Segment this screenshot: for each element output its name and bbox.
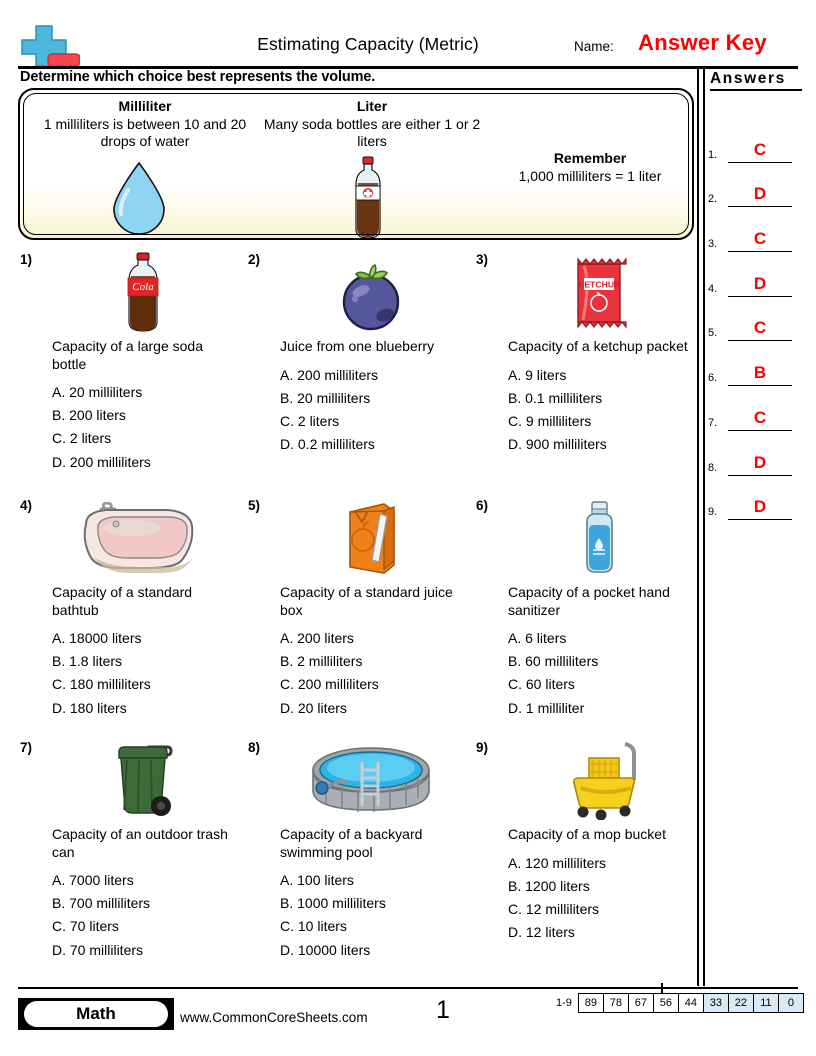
answer-value: C xyxy=(753,139,767,159)
choice-b[interactable]: B. 2 milliliters xyxy=(280,653,363,670)
question-number: 6) xyxy=(476,498,489,513)
water-drop-icon xyxy=(108,160,170,239)
question-item-8 xyxy=(246,740,471,962)
answer-number: 3. xyxy=(708,238,718,251)
choice-a[interactable]: A. 6 liters xyxy=(508,630,567,647)
liter-info xyxy=(258,98,486,150)
svg-text:KETCHUP: KETCHUP xyxy=(577,279,620,290)
question-prompt: Capacity of a standard bathtub xyxy=(52,584,193,618)
choice-b[interactable]: B. 1200 liters xyxy=(508,877,590,894)
instruction-text: Determine which choice best represents the volume. xyxy=(20,69,376,85)
choices-list xyxy=(280,627,471,719)
choice-c[interactable]: C. 180 milliliters xyxy=(52,676,151,693)
answer-number: 2. xyxy=(708,193,718,206)
website-url[interactable]: www.CommonCoreSheets.com xyxy=(180,1010,368,1025)
answer-value: B xyxy=(753,363,767,383)
question-item-6 xyxy=(474,498,699,720)
choice-d[interactable]: D. 20 liters xyxy=(280,699,347,716)
svg-text:Cola: Cola xyxy=(131,281,154,293)
choice-c[interactable]: C. 60 liters xyxy=(508,676,575,693)
choice-a[interactable]: A. 100 liters xyxy=(280,872,354,889)
choice-a[interactable]: A. 200 liters xyxy=(280,630,354,647)
question-number: 3) xyxy=(476,252,489,267)
question-prompt: Capacity of a pocket hand sanitizer xyxy=(508,584,670,618)
juice-box-icon xyxy=(270,498,471,578)
score-cell[interactable]: 67 xyxy=(629,993,654,1013)
answer-number: 6. xyxy=(708,372,718,385)
answer-number: 7. xyxy=(708,416,718,429)
score-cell[interactable]: 89 xyxy=(579,993,604,1013)
answer-number: 5. xyxy=(708,327,718,340)
question-prompt: Capacity of a mop bucket xyxy=(508,826,666,842)
choice-c[interactable]: C. 70 liters xyxy=(52,918,119,935)
choice-d[interactable]: D. 900 milliliters xyxy=(508,435,607,452)
remember-info xyxy=(490,150,690,185)
choice-b[interactable]: B. 200 liters xyxy=(52,407,126,424)
reference-info-box xyxy=(18,88,694,240)
question-number: 2) xyxy=(248,252,261,267)
subject-badge-label: Math xyxy=(24,1001,168,1027)
answer-row[interactable] xyxy=(706,341,806,386)
answer-row[interactable] xyxy=(706,252,806,297)
score-scale xyxy=(556,993,804,1013)
answer-row[interactable] xyxy=(706,207,806,252)
question-prompt: Capacity of an outdoor trash can xyxy=(52,826,228,860)
answer-row[interactable] xyxy=(706,118,806,163)
choices-list xyxy=(280,869,471,961)
choice-a[interactable]: A. 7000 liters xyxy=(52,872,134,889)
choice-b[interactable]: B. 20 milliliters xyxy=(280,389,371,406)
milliliter-info xyxy=(30,98,260,150)
choice-b[interactable]: B. 0.1 milliliters xyxy=(508,389,603,406)
answers-divider-line-inner xyxy=(703,66,705,986)
blueberry-icon xyxy=(270,252,471,332)
choice-a[interactable]: A. 18000 liters xyxy=(52,630,142,647)
soda-bottle-icon xyxy=(350,156,386,245)
choices-list xyxy=(508,364,699,456)
choice-b[interactable]: B. 1000 milliliters xyxy=(280,895,386,912)
question-prompt: Capacity of a large soda bottle xyxy=(52,338,203,372)
score-cell[interactable]: 56 xyxy=(654,993,679,1013)
question-item-1 xyxy=(18,252,243,474)
choice-a[interactable]: A. 200 milliliters xyxy=(280,366,379,383)
answer-key-badge: Answer Key xyxy=(638,30,767,55)
subject-badge xyxy=(18,998,174,1030)
choices-list xyxy=(280,364,471,456)
answer-value: C xyxy=(753,407,767,427)
question-prompt: Juice from one blueberry xyxy=(280,338,435,354)
question-number: 7) xyxy=(20,740,33,755)
swimming-pool-icon xyxy=(270,740,471,820)
answer-value: D xyxy=(753,452,767,472)
choice-d[interactable]: D. 12 liters xyxy=(508,923,575,940)
question-number: 9) xyxy=(476,740,489,755)
score-cells xyxy=(578,993,804,1013)
score-cell[interactable]: 22 xyxy=(729,993,754,1013)
answer-row[interactable] xyxy=(706,476,806,521)
choice-b[interactable]: B. 1.8 liters xyxy=(52,653,123,670)
choice-d[interactable]: D. 10000 liters xyxy=(280,941,371,958)
question-number: 4) xyxy=(20,498,33,513)
score-range-label: 1-9 xyxy=(556,997,572,1009)
question-prompt: Capacity of a ketchup packet xyxy=(508,338,688,354)
choice-d[interactable]: D. 180 liters xyxy=(52,699,127,716)
answer-row[interactable] xyxy=(706,386,806,431)
question-item-9 xyxy=(474,740,699,944)
answer-value: D xyxy=(753,184,767,204)
question-row xyxy=(18,252,694,498)
milliliter-title: Milliliter xyxy=(118,98,172,114)
choice-a[interactable]: A. 120 milliliters xyxy=(508,854,607,871)
answer-number: 9. xyxy=(708,506,718,519)
answer-number: 1. xyxy=(708,148,718,161)
footer-divider xyxy=(18,987,798,989)
answer-row[interactable] xyxy=(706,431,806,476)
choice-a[interactable]: A. 9 liters xyxy=(508,366,567,383)
remember-body: 1,000 milliliters = 1 liter xyxy=(518,168,662,184)
cola-bottle-icon xyxy=(42,252,243,332)
choice-d[interactable]: D. 70 milliliters xyxy=(52,941,144,958)
answer-value: C xyxy=(753,318,767,338)
answer-value: D xyxy=(753,497,767,517)
answer-row[interactable] xyxy=(706,163,806,208)
choice-c[interactable]: C. 200 milliliters xyxy=(280,676,379,693)
choice-d[interactable]: D. 0.2 milliliters xyxy=(280,435,375,452)
plus-block-logo-icon xyxy=(18,24,80,68)
choices-list xyxy=(508,852,699,944)
answer-row[interactable] xyxy=(706,297,806,342)
question-row xyxy=(18,498,694,740)
mop-bucket-icon xyxy=(498,740,699,820)
question-item-5 xyxy=(246,498,471,720)
page-header xyxy=(18,24,798,68)
question-item-7 xyxy=(18,740,243,962)
ketchup-packet-icon xyxy=(498,252,699,332)
question-prompt: Capacity of a standard juice box xyxy=(280,584,453,618)
choice-c[interactable]: C. 9 milliliters xyxy=(508,412,592,429)
questions-grid xyxy=(18,252,694,980)
question-number: 1) xyxy=(20,252,33,267)
trash-can-icon xyxy=(42,740,243,820)
milliliter-body: 1 milliliters is between 10 and 20 drops of water xyxy=(43,116,247,150)
score-cell[interactable]: 44 xyxy=(679,993,704,1013)
remember-title: Remember xyxy=(553,150,627,166)
answer-number: 4. xyxy=(708,282,718,295)
choice-d[interactable]: D. 1 milliliter xyxy=(508,699,585,716)
answer-blank-line xyxy=(728,519,792,520)
page-number: 1 xyxy=(436,996,450,1024)
answer-value: D xyxy=(753,273,767,293)
question-number: 8) xyxy=(248,740,261,755)
choice-c[interactable]: C. 10 liters xyxy=(280,918,347,935)
liter-title: Liter xyxy=(356,98,388,114)
question-item-4 xyxy=(18,498,243,720)
question-item-3 xyxy=(474,252,699,456)
question-row xyxy=(18,740,694,980)
choice-b[interactable]: B. 700 milliliters xyxy=(52,895,151,912)
answer-number: 8. xyxy=(708,461,718,474)
score-cell[interactable]: 0 xyxy=(779,993,804,1013)
choices-list xyxy=(52,869,243,961)
choices-list xyxy=(508,627,699,719)
choice-c[interactable]: C. 2 liters xyxy=(52,430,112,447)
question-number: 5) xyxy=(248,498,261,513)
hand-sanitizer-icon xyxy=(498,498,699,578)
answers-heading: Answers xyxy=(710,70,802,91)
choice-c[interactable]: C. 12 milliliters xyxy=(508,900,600,917)
choice-b[interactable]: B. 60 milliliters xyxy=(508,653,599,670)
score-cell[interactable]: 78 xyxy=(604,993,629,1013)
name-label: Name: xyxy=(574,39,614,54)
choices-list xyxy=(52,381,243,473)
bathtub-icon xyxy=(42,498,243,578)
page-title: Estimating Capacity (Metric) xyxy=(257,34,479,54)
choice-c[interactable]: C. 2 liters xyxy=(280,412,340,429)
answers-list xyxy=(706,118,806,520)
score-cell[interactable]: 33 xyxy=(704,993,729,1013)
question-prompt: Capacity of a backyard swimming pool xyxy=(280,826,423,860)
question-item-2 xyxy=(246,252,471,456)
liter-body: Many soda bottles are either 1 or 2 liters xyxy=(263,116,481,150)
choice-d[interactable]: D. 200 milliliters xyxy=(52,453,151,470)
choice-a[interactable]: A. 20 milliliters xyxy=(52,384,143,401)
answer-value: C xyxy=(753,229,767,249)
score-cell[interactable]: 11 xyxy=(754,993,779,1013)
choices-list xyxy=(52,627,243,719)
